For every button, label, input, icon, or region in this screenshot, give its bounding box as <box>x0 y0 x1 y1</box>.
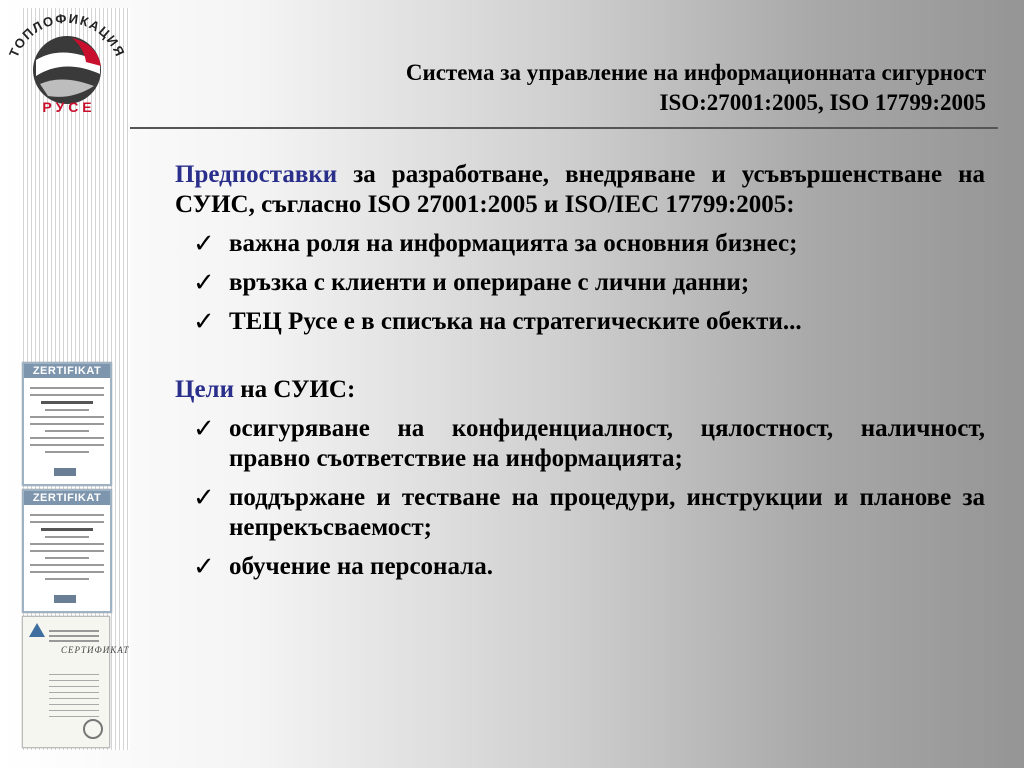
checkmark-icon: ✓ <box>193 552 215 582</box>
certificate-heading: ZERTIFIKAT <box>24 491 110 505</box>
list-item <box>175 229 985 259</box>
prerequisites-intro-text: за разработване, внедряване и усъвършенстване на СУИС, съгласно ISO 27001:2005 и ISO/IEC 17799:2005: <box>175 161 985 218</box>
certificate-heading: ZERTIFIKAT <box>24 364 110 378</box>
logo-arc-text: ТОПЛОФИКАЦИЯ <box>5 10 129 60</box>
slide-body <box>175 160 985 582</box>
title-line-2: ISO:27001:2005, ISO 17799:2005 <box>659 90 986 115</box>
title-divider <box>130 127 998 129</box>
slide-title <box>226 58 986 118</box>
list-item <box>175 483 985 543</box>
accreditation-logo-icon <box>29 623 45 637</box>
checkmark-icon: ✓ <box>193 268 215 298</box>
list-item <box>175 414 985 474</box>
section-goals-intro <box>175 375 985 405</box>
certificate-text-lines <box>49 627 99 645</box>
list-item-text: поддържане и тестване на процедури, инструкции и планове за непрекъсваемост; <box>229 484 985 541</box>
certificate-thumbnail-2 <box>22 489 112 613</box>
checkmark-icon: ✓ <box>193 483 215 513</box>
list-item <box>175 268 985 298</box>
certificate-stamp <box>54 468 76 476</box>
list-item-text: обучение на персонала. <box>229 553 493 580</box>
certificate-text-lines <box>24 505 110 589</box>
list-item-text: осигуряване на конфиденциалност, цялостност, наличност, правно съответствие на информацията; <box>229 415 985 472</box>
title-line-1: Система за управление на информационната сигурност <box>405 60 986 85</box>
accreditation-certificate-thumbnail <box>22 616 130 748</box>
prerequisites-highlight: Предпоставки <box>175 161 338 188</box>
goals-intro-text: на СУИС: <box>233 376 356 403</box>
goals-highlight: Цели <box>175 376 234 403</box>
list-item-text: връзка с клиенти и опериране с лични данни; <box>229 269 750 296</box>
certificate-text-lines <box>49 669 99 722</box>
logo-graphic <box>2 4 132 119</box>
list-item <box>175 307 985 337</box>
certificate-stamp <box>54 595 76 603</box>
list-item-text: ТЕЦ Русе е в списъка на стратегическите обекти... <box>229 308 802 335</box>
list-item <box>175 552 985 582</box>
checkmark-icon: ✓ <box>193 307 215 337</box>
certificate-thumbnail-1 <box>22 362 112 486</box>
company-logo <box>2 4 132 119</box>
certificate-text-lines <box>24 378 110 462</box>
section-prerequisites-intro <box>175 160 985 220</box>
checkmark-icon: ✓ <box>193 414 215 444</box>
checkmark-icon: ✓ <box>193 229 215 259</box>
logo-city-text: Р У С Е <box>42 99 92 115</box>
certificate-heading: СЕРТИФИКАТ <box>61 645 130 655</box>
list-item-text: важна роля на информацията за основния бизнес; <box>229 230 798 257</box>
seal-icon <box>83 719 103 739</box>
